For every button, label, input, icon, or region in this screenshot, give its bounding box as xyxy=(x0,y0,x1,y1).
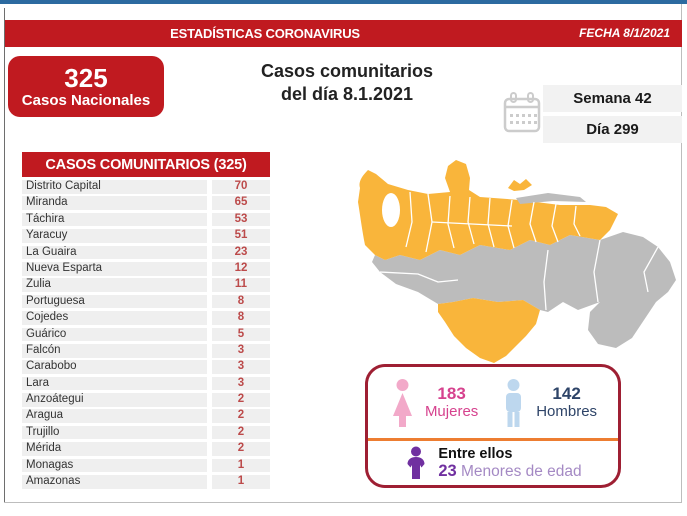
map-margarita-island xyxy=(508,179,532,191)
national-cases-value: 325 xyxy=(64,62,108,93)
frame-left-border xyxy=(4,8,5,502)
table-row xyxy=(22,344,270,358)
state-cases: 2 xyxy=(212,393,270,407)
state-name: Amazonas xyxy=(22,475,207,489)
table-row xyxy=(22,278,270,292)
state-cases: 5 xyxy=(212,328,270,342)
table-row xyxy=(22,196,270,210)
map-paria-sliver xyxy=(516,193,586,204)
state-name: Lara xyxy=(22,377,207,391)
table-row xyxy=(22,262,270,276)
state-cases: 11 xyxy=(212,278,270,292)
state-name: Nueva Esparta xyxy=(22,262,207,276)
top-accent-line xyxy=(0,0,687,4)
minors-line xyxy=(438,462,581,481)
table-row xyxy=(22,229,270,243)
men-label: Hombres xyxy=(536,403,598,420)
table-row xyxy=(22,393,270,407)
header-bar xyxy=(5,20,682,68)
minors-group xyxy=(368,441,618,485)
child-icon xyxy=(404,446,428,480)
state-name: Guárico xyxy=(22,328,207,342)
venezuela-map xyxy=(348,152,682,364)
day-chip: Día 299 xyxy=(543,116,682,143)
state-name: Anzoátegui xyxy=(22,393,207,407)
table-row xyxy=(22,459,270,473)
state-name: Falcón xyxy=(22,344,207,358)
men-count: 142 xyxy=(552,384,581,403)
state-name: Mérida xyxy=(22,442,207,456)
state-cases: 1 xyxy=(212,459,270,473)
state-name: Cojedes xyxy=(22,311,207,325)
table-row xyxy=(22,426,270,440)
cases-table-header: CASOS COMUNITARIOS (325) xyxy=(22,152,270,177)
state-name: Zulia xyxy=(22,278,207,292)
men-group xyxy=(500,378,597,428)
cases-table xyxy=(22,152,270,491)
table-row xyxy=(22,180,270,194)
minors-label: Menores de edad xyxy=(461,462,582,480)
table-row xyxy=(22,442,270,456)
women-count: 183 xyxy=(437,384,466,403)
state-cases: 3 xyxy=(212,360,270,374)
state-cases: 2 xyxy=(212,426,270,440)
table-row xyxy=(22,475,270,489)
state-name: Miranda xyxy=(22,196,207,210)
calendar-icon xyxy=(502,91,542,137)
state-name: Distrito Capital xyxy=(22,180,207,194)
state-cases: 70 xyxy=(212,180,270,194)
state-cases: 65 xyxy=(212,196,270,210)
table-row xyxy=(22,377,270,391)
women-label: Mujeres xyxy=(424,403,479,420)
state-name: Táchira xyxy=(22,213,207,227)
table-row xyxy=(22,295,270,309)
state-name: Portuguesa xyxy=(22,295,207,309)
state-cases: 53 xyxy=(212,213,270,227)
state-cases: 23 xyxy=(212,246,270,260)
table-row xyxy=(22,311,270,325)
women-group xyxy=(389,378,478,428)
state-cases: 3 xyxy=(212,344,270,358)
frame-bottom-border xyxy=(4,502,682,503)
page-title-line1: Casos comunitarios xyxy=(260,61,434,81)
state-name: Yaracuy xyxy=(22,229,207,243)
state-name: Monagas xyxy=(22,459,207,473)
state-name: La Guaira xyxy=(22,246,207,260)
gender-stats-row xyxy=(368,367,618,438)
map-region-amazonas xyxy=(438,298,540,363)
minors-count: 23 xyxy=(438,461,457,480)
state-name: Aragua xyxy=(22,409,207,423)
woman-icon xyxy=(389,378,416,428)
state-cases: 8 xyxy=(212,311,270,325)
table-row xyxy=(22,246,270,260)
state-cases: 51 xyxy=(212,229,270,243)
state-cases: 1 xyxy=(212,475,270,489)
state-cases: 2 xyxy=(212,442,270,456)
week-chip: Semana 42 xyxy=(543,85,682,112)
man-icon xyxy=(500,378,527,428)
gender-stats-box xyxy=(365,364,621,488)
table-row xyxy=(22,328,270,342)
state-name: Carabobo xyxy=(22,360,207,374)
state-cases: 3 xyxy=(212,377,270,391)
cases-table-body xyxy=(22,180,270,489)
page-title xyxy=(222,60,472,106)
state-cases: 2 xyxy=(212,409,270,423)
table-row xyxy=(22,360,270,374)
national-cases-label: Casos Nacionales xyxy=(21,91,151,109)
page-title-line2: del día 8.1.2021 xyxy=(280,84,414,104)
header-date: FECHA 8/1/2021 xyxy=(579,26,670,40)
national-cases-badge xyxy=(8,56,164,117)
state-name: Trujillo xyxy=(22,426,207,440)
state-cases: 8 xyxy=(212,295,270,309)
minors-title: Entre ellos xyxy=(438,445,513,462)
table-row xyxy=(22,213,270,227)
table-row xyxy=(22,409,270,423)
state-cases: 12 xyxy=(212,262,270,276)
header-title: ESTADÍSTICAS CORONAVIRUS VENEZUELA xyxy=(170,26,360,68)
